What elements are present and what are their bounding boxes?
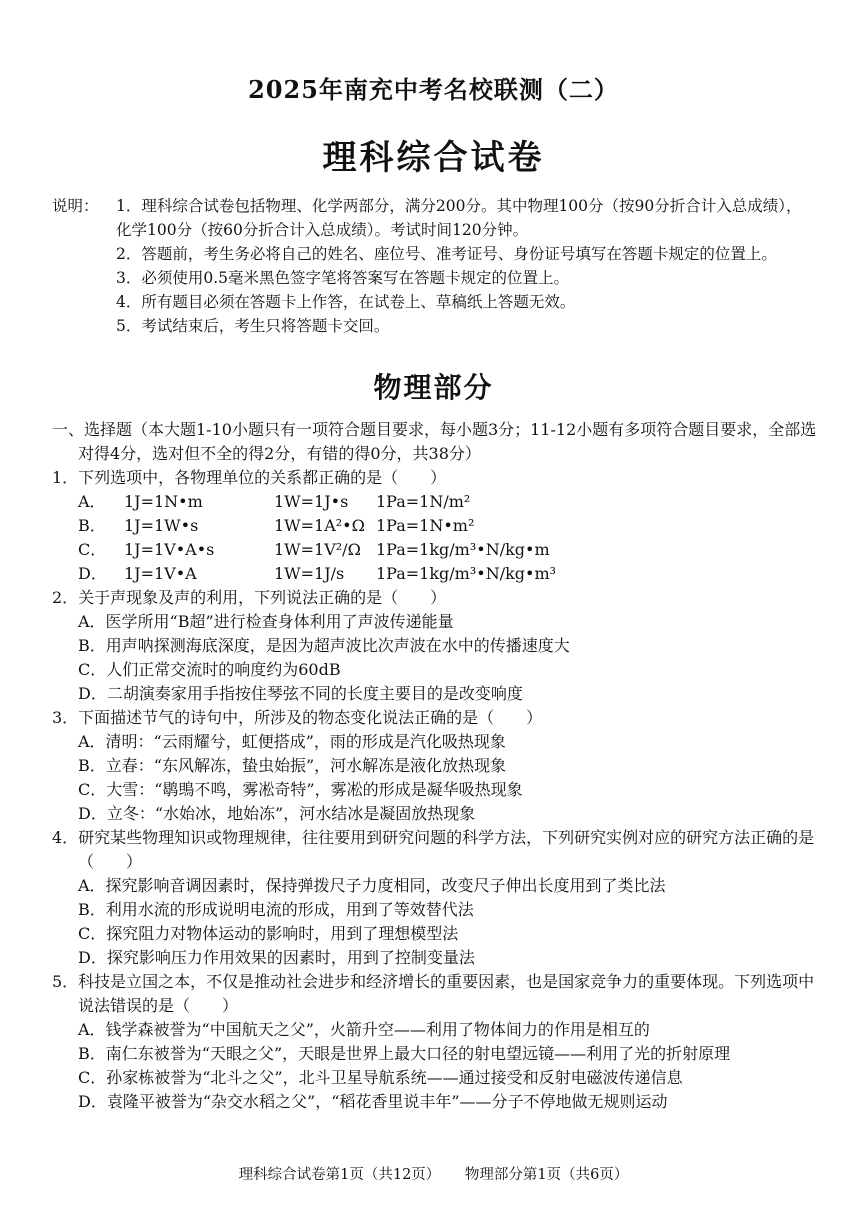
option-cell: 1J=1V•A [124,564,197,583]
option-cell: 1W=1J•s [274,492,349,511]
question-stem: 3．下面描述节气的诗句中，所涉及的物态变化说法正确的是（ ） [52,708,543,727]
question-area [52,418,822,1114]
option-cell: 1J=1W•s [124,516,199,535]
option-cell: 1W=1J/s [274,564,345,583]
option: C．大雪：“鹖鴠不鸣，雾凇奇特”，雾凇的形成是凝华吸热现象 [78,780,523,799]
instruction-item: 3．必须使用0.5毫米黑色签字笔将答案写在答题卡规定的位置上。 [116,269,570,287]
option-cell: 1W=1A²•Ω [274,516,365,535]
option-letter: C． [78,540,107,559]
question-2 [52,586,822,706]
instruction-item: 5．考试结束后，考生只将答题卡交回。 [116,317,390,335]
option: D．探究影响压力作用效果的因素时，用到了控制变量法 [78,948,475,967]
question-stem: 2．关于声现象及声的利用，下列说法正确的是（ ） [52,588,447,607]
option: C．人们正常交流时的响度约为60dB [78,660,341,679]
option-letter: D． [78,564,107,583]
exam-subtitle: 理科综合试卷 [322,138,545,178]
option: A．清明：“云雨耀兮，虹便搭成”，雨的形成是汽化吸热现象 [78,732,506,751]
option: A．医学所用“B超”进行检查身体利用了声波传递能量 [78,612,454,631]
option: C．孙家栋被誉为“北斗之父”，北斗卫星导航系统——通过接受和反射电磁波传递信息 [78,1068,683,1087]
option-row [52,490,822,514]
option-cell: 1J=1V•A•s [124,540,215,559]
question-stem: 4．研究某些物理知识或物理规律，往往要用到研究问题的科学方法，下列研究实例对应的研究方法正确的是（ ） [52,828,815,871]
question-1 [52,466,822,586]
option-letter: A． [78,492,106,511]
option-cell: 1Pa=1N/m² [376,492,471,511]
option-cell: 1W=1V²/Ω [274,540,361,559]
option-letter: B． [78,516,106,535]
option: D．二胡演奏家用手指按住琴弦不同的长度主要目的是改变响度 [78,684,523,703]
option-cell: 1Pa=1kg/m³•N/kg•m³ [376,564,557,583]
instruction-item: 2．答题前，考生务必将自己的姓名、座位号、准考证号、身份证号填写在答题卡规定的位置上。 [116,245,777,263]
option: A．钱学森被誉为“中国航天之父”，火箭升空——利用了物体间力的作用是相互的 [78,1020,650,1039]
option-cell: 1Pa=1kg/m³•N/kg•m [376,540,550,559]
option-cell: 1Pa=1N•m² [376,516,475,535]
footer-left: 理科综合试卷第1页（共12页） [238,1167,441,1183]
question-3 [52,706,822,826]
instruction-item: 1．理科综合试卷包括物理、化学两部分，满分200分。其中物理100分（按90分折合计入总成绩），化学100分（按60分折合计入总成绩）。考试时间120分钟。 [116,197,802,239]
option-row [52,562,822,586]
option: C．探究阻力对物体运动的影响时，用到了理想模型法 [78,924,459,943]
option: D．立冬：“水始冰，地始冻”，河水结冰是凝固放热现象 [78,804,476,823]
question-5 [52,970,822,1114]
instructions-label: 说明： [52,197,99,215]
question-stem: 5．科技是立国之本，不仅是推动社会进步和经济增长的重要因素，也是国家竞争力的重要体现。下列选项中说法错误的是（ ） [52,972,815,1015]
option: B．南仁东被誉为“天眼之父”，天眼是世界上最大口径的射电望远镜——利用了光的折射原理 [78,1044,731,1063]
question-4 [52,826,822,970]
question-stem: 1．下列选项中，各物理单位的关系都正确的是（ ） [52,468,447,487]
section-title: 物理部分 [373,371,494,404]
option: D．袁隆平被誉为“杂交水稻之父”，“稻花香里说丰年”——分子不停地做无规则运动 [78,1092,668,1111]
option: B．用声呐探测海底深度，是因为超声波比次声波在水中的传播速度大 [78,636,570,655]
instruction-item: 4．所有题目必须在答题卡上作答，在试卷上、草稿纸上答题无效。 [116,293,576,311]
option: A．探究影响音调因素时，保持弹拨尺子力度相同，改变尺子伸出长度用到了类比法 [78,876,666,895]
option-row [52,538,822,562]
instructions [52,194,812,338]
option-row [52,514,822,538]
option: B．利用水流的形成说明电流的形成，用到了等效替代法 [78,900,474,919]
page-footer [0,1163,867,1184]
option-cell: 1J=1N•m [124,492,203,511]
exam-title: 2025年南充中考名校联测（二） [248,75,619,104]
option: B．立春：“东风解冻，蛰虫始振”，河水解冻是液化放热现象 [78,756,507,775]
footer-right: 物理部分第1页（共6页） [464,1167,629,1183]
part-heading: 一、选择题（本大题1-10小题只有一项符合题目要求，每小题3分；11-12小题有多项符合题目要求，全部选对得4分，选对但不全的得2分，有错的得0分，共38分） [52,420,817,463]
